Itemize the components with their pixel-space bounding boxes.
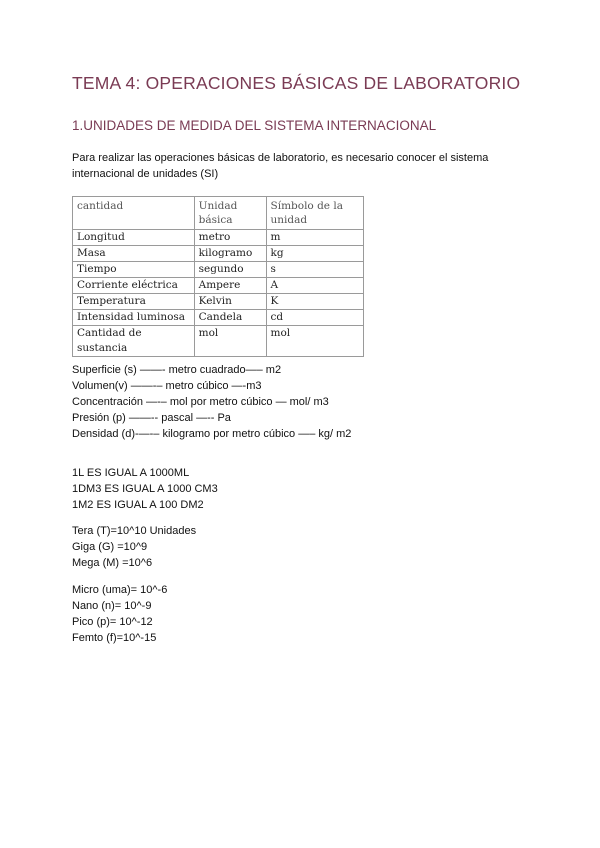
table-row bbox=[73, 326, 364, 357]
list-item: Volumen(v) ——-– metro cúbico —-m3 bbox=[72, 380, 262, 392]
list-item: Concentración —-– mol por metro cúbico — mol/ m3 bbox=[72, 396, 329, 408]
page-title: TEMA 4: OPERACIONES BÁSICAS DE LABORATORIO bbox=[72, 73, 521, 93]
cell-unit: mol bbox=[194, 326, 266, 357]
list-item: Nano (n)= 10^-9 bbox=[72, 600, 152, 612]
small-prefixes-list bbox=[72, 582, 167, 646]
table-row bbox=[73, 310, 364, 326]
list-item: 1L ES IGUAL A 1000ML bbox=[72, 467, 190, 479]
list-item: Presión (p) ——-- pascal —-- Pa bbox=[72, 412, 231, 424]
cell-unit: kilogramo bbox=[194, 246, 266, 262]
list-item: Micro (uma)= 10^-6 bbox=[72, 584, 168, 596]
cell-quantity: Masa bbox=[73, 246, 195, 262]
table-row bbox=[73, 246, 364, 262]
table-header-row bbox=[73, 197, 364, 230]
section-heading: 1.UNIDADES DE MEDIDA DEL SISTEMA INTERNACIONAL bbox=[72, 118, 437, 133]
cell-unit: Kelvin bbox=[194, 294, 266, 310]
header-unit-symbol: Símbolo de la unidad bbox=[266, 197, 363, 230]
cell-symbol: mol bbox=[266, 326, 363, 357]
cell-unit: segundo bbox=[194, 262, 266, 278]
derived-units-list bbox=[72, 362, 351, 442]
list-item: Densidad (d)-—-– kilogramo por metro cúbico —– kg/ m2 bbox=[72, 428, 352, 440]
list-item: Giga (G) =10^9 bbox=[72, 541, 148, 553]
cell-symbol: A bbox=[266, 278, 363, 294]
list-item: Tera (T)=10^10 Unidades bbox=[72, 525, 197, 537]
cell-unit: Candela bbox=[194, 310, 266, 326]
cell-quantity: Cantidad de sustancia bbox=[73, 326, 195, 357]
cell-quantity: Intensidad luminosa bbox=[73, 310, 195, 326]
table-row bbox=[73, 230, 364, 246]
intro-paragraph: Para realizar las operaciones básicas de laboratorio, es necesario conocer el sistema internacional de unidades (SI) bbox=[72, 152, 489, 180]
cell-unit: Ampere bbox=[194, 278, 266, 294]
table-row bbox=[73, 294, 364, 310]
equivalences-list bbox=[72, 465, 218, 513]
cell-symbol: K bbox=[266, 294, 363, 310]
cell-quantity: Longitud bbox=[73, 230, 195, 246]
cell-quantity: Corriente eléctrica bbox=[73, 278, 195, 294]
table-row bbox=[73, 262, 364, 278]
cell-quantity: Temperatura bbox=[73, 294, 195, 310]
table-row bbox=[73, 278, 364, 294]
list-item: Mega (M) =10^6 bbox=[72, 557, 153, 569]
header-base-unit: Unidad básica bbox=[194, 197, 266, 230]
large-prefixes-list bbox=[72, 523, 196, 571]
list-item: 1DM3 ES IGUAL A 1000 CM3 bbox=[72, 483, 218, 495]
cell-symbol: cd bbox=[266, 310, 363, 326]
list-item: Femto (f)=10^-15 bbox=[72, 632, 157, 644]
list-item: 1M2 ES IGUAL A 100 DM2 bbox=[72, 499, 204, 511]
list-item: Pico (p)= 10^-12 bbox=[72, 616, 153, 628]
cell-quantity: Tiempo bbox=[73, 262, 195, 278]
cell-symbol: m bbox=[266, 230, 363, 246]
list-item: Superficie (s) ——- metro cuadrado—– m2 bbox=[72, 364, 282, 376]
cell-symbol: s bbox=[266, 262, 363, 278]
cell-symbol: kg bbox=[266, 246, 363, 262]
header-quantity: cantidad bbox=[73, 197, 195, 230]
si-units-table bbox=[72, 196, 364, 357]
cell-unit: metro bbox=[194, 230, 266, 246]
